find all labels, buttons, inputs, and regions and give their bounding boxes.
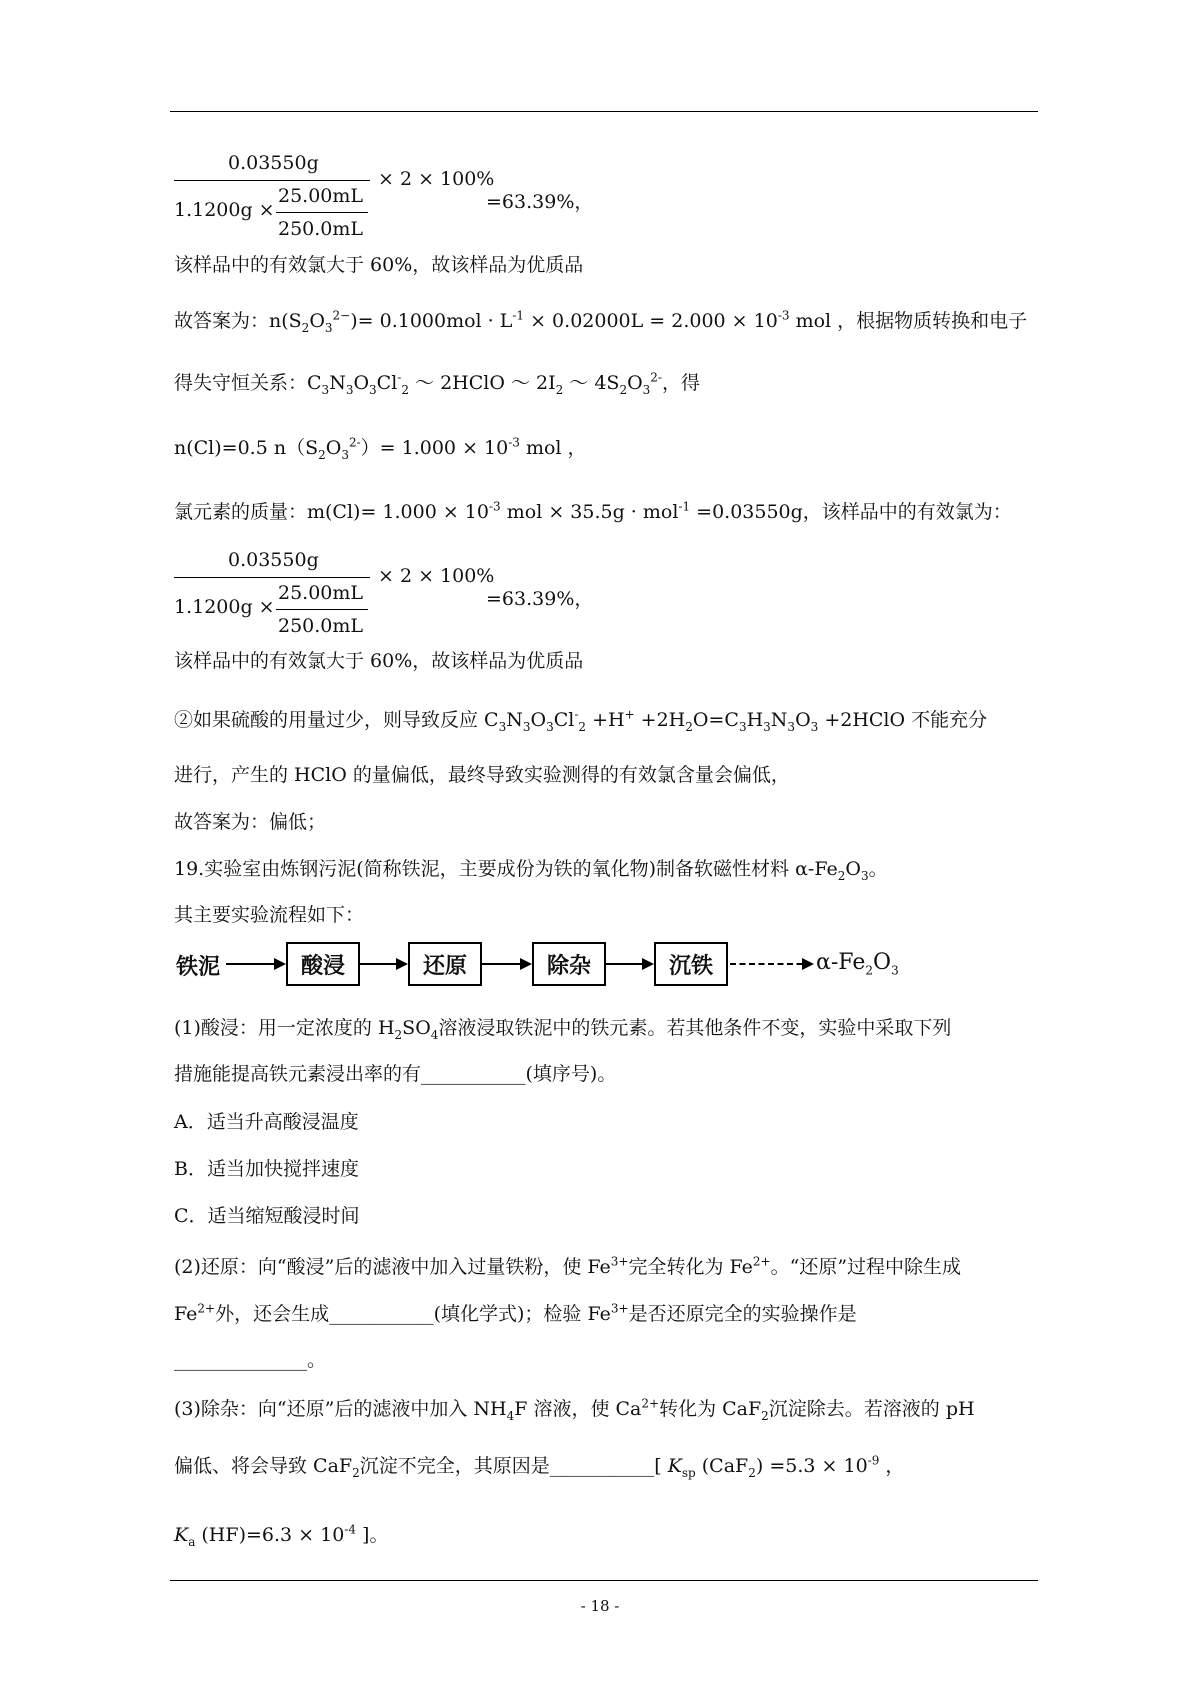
flow-step-reduce: 还原 xyxy=(408,942,482,986)
part-2-question-cont: $Fe^{2+}$外，还会生成___________(填化学式)；检验 $Fe^{3+}$是否还原完全的实验操作是 xyxy=(174,1301,857,1325)
part-1-question-cont: 措施能提高铁元素浸出率的有___________(填序号)。 xyxy=(174,1063,617,1085)
fraction-result: =63.39%， xyxy=(486,588,594,610)
fraction-numerator: 0.03550g xyxy=(228,549,319,571)
fraction-bar xyxy=(174,180,370,181)
answer-blank: ______________。 xyxy=(174,1349,327,1371)
fraction-multiplier: × 2 × 100% xyxy=(378,168,495,190)
part-1-question: (1)酸浸：用一定浓度的 $H_2SO_4$溶液浸取铁泥中的铁元素。若其他条件不变，实验中采取下列 xyxy=(174,1017,952,1042)
ka-line: $K_a$ $(HF)=6.3 \times 10^{-4}$ ]。 xyxy=(174,1522,389,1549)
flow-dashed-arrow xyxy=(730,963,812,965)
fraction-bar xyxy=(174,577,370,578)
answer-low: 故答案为：偏低； xyxy=(174,811,327,833)
header-rule xyxy=(170,111,1038,112)
flow-step-precipitate: 沉铁 xyxy=(654,942,728,986)
footer-rule xyxy=(170,1580,1038,1581)
inner-fraction-numerator: 25.00mL xyxy=(278,185,364,207)
mass-line: 氯元素的质量：$m(Cl)= 1.000 \times 10^{-3}$ mol × 35.5g · mol$^{-1}$ =0.03550g，该样品中的有效氯为： xyxy=(174,499,1012,523)
option-b: B．适当加快搅拌速度 xyxy=(174,1158,359,1180)
flow-arrow xyxy=(360,963,406,965)
part-3-question: (3)除杂：向“还原”后的滤液中加入 $NH_4F$ 溶液，使 $Ca^{2+}$转化为 CaF$_2$沉淀除去。若溶液的 pH xyxy=(174,1396,975,1423)
fraction-result: =63.39%， xyxy=(486,191,594,213)
inner-fraction-bar xyxy=(276,609,368,610)
inner-fraction-numerator: 25.00mL xyxy=(278,582,364,604)
flow-arrow xyxy=(482,963,530,965)
part-2-question: (2)还原：向“酸浸”后的滤液中加入过量铁粉，使 $Fe^{3+}$完全转化为 $Fe^{2+}$。“还原”过程中除生成 xyxy=(174,1254,962,1278)
answer-line-1: 故答案为：$n(S_2O_3^{2-})= 0.1000mol \cdot L^{-1} \times 0.02000L = 2.000 \times 10^{-3}$ mol ，根据物质转换和电子 xyxy=(174,308,1028,335)
flow-product: $\alpha-Fe_2O_3$ xyxy=(816,950,899,978)
part-3-question-cont: 偏低、将会导致 CaF$_2$沉淀不完全，其原因是___________[ $K_{sp}$ $(CaF_2) =5.3 \times 10^{-9}$ ， xyxy=(174,1453,905,1480)
flow-step-purify: 除杂 xyxy=(532,942,606,986)
flow-arrow xyxy=(226,963,284,965)
relation-line: 得失守恒关系：$C_3N_3O_3Cl^-_2$ ～ 2HClO ～ $2I_2$ ～ $4S_2O_3^{2-}$，得 xyxy=(174,370,701,397)
conclusion-1: 该样品中的有效氯大于 60%，故该样品为优质品 xyxy=(174,254,584,276)
inner-fraction-denominator: 250.0mL xyxy=(278,615,364,637)
option-c: C．适当缩短酸浸时间 xyxy=(174,1205,360,1227)
option-a: A．适当升高酸浸温度 xyxy=(174,1111,359,1133)
reaction-line: ②如果硫酸的用量过少，则导致反应 $C_3N_3O_3Cl^-_2 +H^+ +2H_2O=C_3H_3N_3O_3$ +2HClO 不能充分 xyxy=(174,707,988,734)
flow-start: 铁泥 xyxy=(176,954,221,980)
flow-step-acid-leach: 酸浸 xyxy=(286,942,360,986)
inner-fraction-denominator: 250.0mL xyxy=(278,218,364,240)
ncl-line: n(Cl)=0.5 $n(S_2O_3^{2-})= 1.000 \times 10^{-3}$ mol ， xyxy=(174,435,587,462)
conclusion-2: 该样品中的有效氯大于 60%，故该样品为优质品 xyxy=(174,650,584,672)
flow-arrow xyxy=(606,963,652,965)
question-19-intro: 其主要实验流程如下： xyxy=(174,904,365,926)
fraction-denominator-prefix: 1.1200g × xyxy=(174,596,275,618)
fraction-numerator: 0.03550g xyxy=(228,152,319,174)
inner-fraction-bar xyxy=(276,212,368,213)
fraction-denominator-prefix: 1.1200g × xyxy=(174,199,275,221)
page-number: - 18 - xyxy=(580,1597,620,1615)
question-19: 19.实验室由炼钢污泥(简称铁泥，主要成份为铁的氧化物)制备软磁性材料 $\alpha-Fe_2O_3$。 xyxy=(174,858,888,883)
reaction-explanation: 进行，产生的 HClO 的量偏低，最终导致实验测得的有效氯含量会偏低， xyxy=(174,764,790,786)
fraction-multiplier: × 2 × 100% xyxy=(378,565,495,587)
